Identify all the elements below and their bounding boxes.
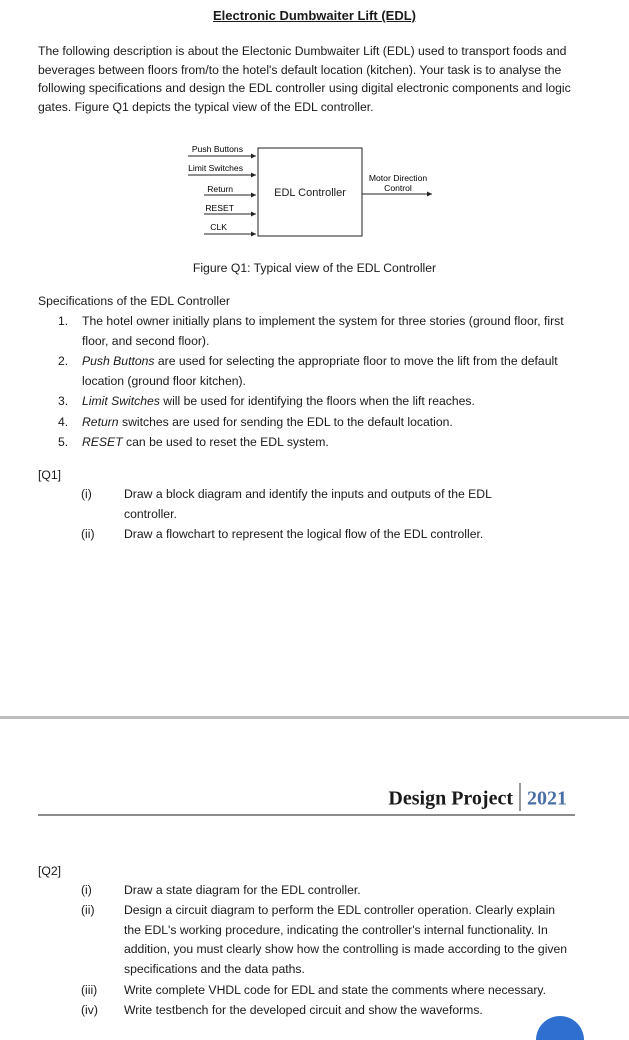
input-label-reset: RESET [205,203,234,213]
q1-label: [Q1] [38,468,62,482]
q1-item-i: (i) Draw a block diagram and identify the inputs and outputs of the EDL controller. [81,487,492,521]
input-label-limit-switches: Limit Switches [188,163,243,173]
q2-item-iv: (iv) Write testbench for the developed circuit and show the waveforms. [81,1003,483,1017]
edl-block-diagram [0,140,629,245]
intro-paragraph: The following description is about the Electonic Dumbwaiter Lift (EDL) used to transport foods and beverages between floors from/to the hotel's default location (kitchen). Your task is to analyse the following specifications and design the EDL controller using digital electronic components and logic gates. Figure Q1 depicts the typical view of the EDL controller. [38,44,571,114]
specs-list [58,312,578,454]
header-year: 2021 [527,787,567,810]
page-divider [0,716,629,719]
header-rule [38,814,575,816]
spec-item: 1. The hotel owner initially plans to implement the system for three stories (ground floor, first floor, and second floor). [58,314,564,348]
spec-item: 4. Return switches are used for sending the EDL to the default location. [58,414,453,429]
q1-item-ii: (ii) Draw a flowchart to represent the logical flow of the EDL controller. [81,527,484,541]
output-label-line1: Motor Direction [368,173,428,183]
header-separator [519,783,521,811]
spec-item: 3. Limit Switches will be used for identifying the floors when the lift reaches. [58,394,475,408]
input-label-push-buttons: Push Buttons [191,144,243,154]
figure-caption: Figure Q1: Typical view of the EDL Controller [192,261,437,275]
controller-label: EDL Controller [274,187,346,199]
input-label-clk: CLK [210,222,227,232]
input-label-return: Return [207,184,233,194]
page-header [38,782,575,816]
spec-item: 2. Push Buttons are used for selecting the appropriate floor to move the lift from the default location (ground floor kitchen). [58,354,558,388]
output-label-line2: Control [384,183,412,193]
q2-item-iii: (iii) Write complete VHDL code for EDL and state the comments where necessary. [81,983,547,997]
specs-heading: Specifications of the EDL Controller [38,294,230,308]
q2-item-i: (i) Draw a state diagram for the EDL controller. [81,883,361,897]
header-title: Design Project [388,787,513,810]
spec-item: 5. RESET can be used to reset the EDL system. [58,435,329,449]
document-title: Electronic Dumbwaiter Lift (EDL) [213,8,416,23]
q2-label: [Q2] [38,864,62,878]
q2-item-ii: (ii) Design a circuit diagram to perform the EDL controller operation. Clearly explain the EDL's working procedure, indicating the controller's internal functionality. In addition, you must clearly show how the controlling is made according to the given specifications and the data paths. [81,903,568,976]
